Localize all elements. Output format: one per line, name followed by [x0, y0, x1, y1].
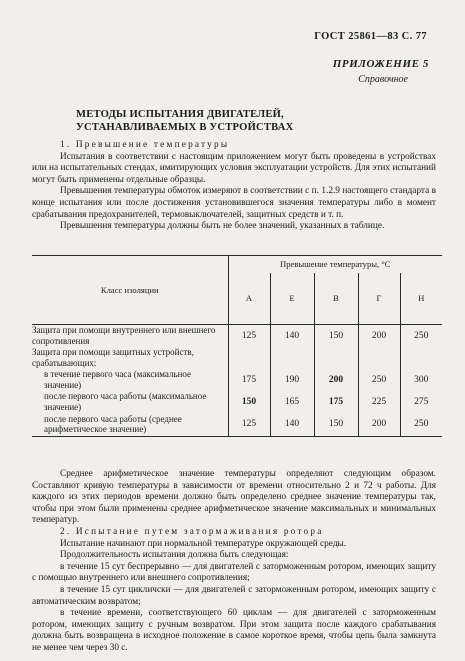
table-header-class: Класс изоляции: [32, 256, 228, 325]
table-header-group: Превышение температуры, °C: [228, 256, 442, 273]
table-col-header: Е: [270, 273, 314, 325]
table-cell: [228, 347, 270, 369]
row-label: Защита при помощи защитных устройств, срабатывающих:: [32, 347, 194, 368]
paragraph: Испытания в соответствии с настоящим приложением могут быть проведены в устройствах или на испытательных стендах, имитирующих условия эксплуатации устройств. Для этих испытаний могут быть применены отдельные образцы.: [32, 151, 436, 185]
table-cell: 140: [270, 413, 314, 437]
table-cell: 175: [314, 391, 358, 413]
part1-heading: 1. Превышение температуры: [60, 140, 230, 150]
paragraph: Превышения температуры должны быть не более значений, указанных в таблице.: [60, 221, 385, 232]
table-cell: 300: [400, 369, 442, 391]
table-cell: 125: [228, 325, 270, 347]
paragraph: в течение времени, соответствующего 60 циклам — для двигателей с заторможенным ротором, имеющих защиту с ручным возвратом. При этом защита после каждого срабатывания должна быть возвращена в исходное положение в самое короткое время, чтобы цепь была замкнута не менее чем через 30 с.: [32, 608, 436, 653]
part2-text: [32, 469, 436, 655]
table-cell: 250: [400, 325, 442, 347]
temperature-table: [32, 255, 442, 437]
table-cell: 200: [358, 413, 400, 437]
table-cell: 125: [228, 413, 270, 437]
paragraph: Среднее арифметическое значение температуры определяют следующим образом. Составляют кривую температуры в зависимости от времени относительно 2 и 72 ч работы. Для каждого из этих периодов времени должно быть определено среднее значение температуры так, чтобы при этом были применены среднее арифметическое значение максимальных и минимальных температур.: [32, 469, 436, 526]
table-col-header: Н: [400, 273, 442, 325]
part2-heading: 2. Испытание путем затормаживания ротора: [60, 526, 324, 537]
table-row: [32, 369, 442, 391]
paragraph: в течение 15 сут цикличски — для двигателей с заторможенным ротором, имеющих защиту с автоматическим возвратом;: [32, 584, 436, 607]
appendix-title: ПРИЛОЖЕНИЕ 5: [332, 58, 429, 70]
part1-text: [32, 140, 436, 233]
page-header: ГОСТ 25861—83 С. 77: [314, 31, 427, 42]
table-row: [32, 391, 442, 413]
table-cell: 175: [228, 369, 270, 391]
table-cell: [400, 347, 442, 369]
table-row: [32, 325, 442, 347]
row-label: в течение первого часа (максимальное значение): [44, 369, 191, 390]
row-label: Защита при помощи внутреннего или внешнего сопротивления: [32, 325, 216, 346]
table-cell: 190: [270, 369, 314, 391]
table-cell: 275: [400, 391, 442, 413]
table-cell: [358, 347, 400, 369]
table-cell: 140: [270, 325, 314, 347]
paragraph: в течение 15 сут беспрерывно — для двигателей с заторможенным ротором, имеющих защиту с помощью внутреннего или внешнего сопротивления;: [32, 561, 436, 584]
table-cell: 200: [314, 369, 358, 391]
table-col-header: В: [314, 273, 358, 325]
paragraph: Испытание начинают при нормальной температуре окружающей среды.: [60, 538, 347, 549]
row-label: после первого часа работы (максимальное значение): [44, 391, 207, 412]
table-cell: 250: [358, 369, 400, 391]
table-cell: [270, 347, 314, 369]
table-row: [32, 347, 442, 369]
table-cell: 225: [358, 391, 400, 413]
paragraph: Превышения температуры обмоток измеряют в соответствии с п. 1.2.9 настоящего стандарта в конце испытания или после достижения установившегося значения температуры либо в момент срабатывания предохранителей, термовыключателей, защитных средств и т. п.: [32, 186, 436, 220]
table-col-header: А: [228, 273, 270, 325]
table-cell: 200: [358, 325, 400, 347]
table-row: [32, 413, 442, 437]
table-cell: [314, 347, 358, 369]
row-label: после первого часа работы (среднее арифметическое значение): [32, 413, 228, 437]
table-cell: 250: [400, 413, 442, 437]
table-cell: 150: [228, 391, 270, 413]
paragraph: Продолжительность испытания должна быть следующая:: [60, 550, 289, 561]
table-cell: 150: [314, 325, 358, 347]
section-title: МЕТОДЫ ИСПЫТАНИЯ ДВИГАТЕЛЕЙ, УСТАНАВЛИВАЕМЫХ В УСТРОЙСТВАХ: [76, 109, 294, 133]
table-cell: 150: [314, 413, 358, 437]
appendix-status: Справочное: [358, 74, 408, 85]
table-col-header: Г: [358, 273, 400, 325]
table-cell: 165: [270, 391, 314, 413]
